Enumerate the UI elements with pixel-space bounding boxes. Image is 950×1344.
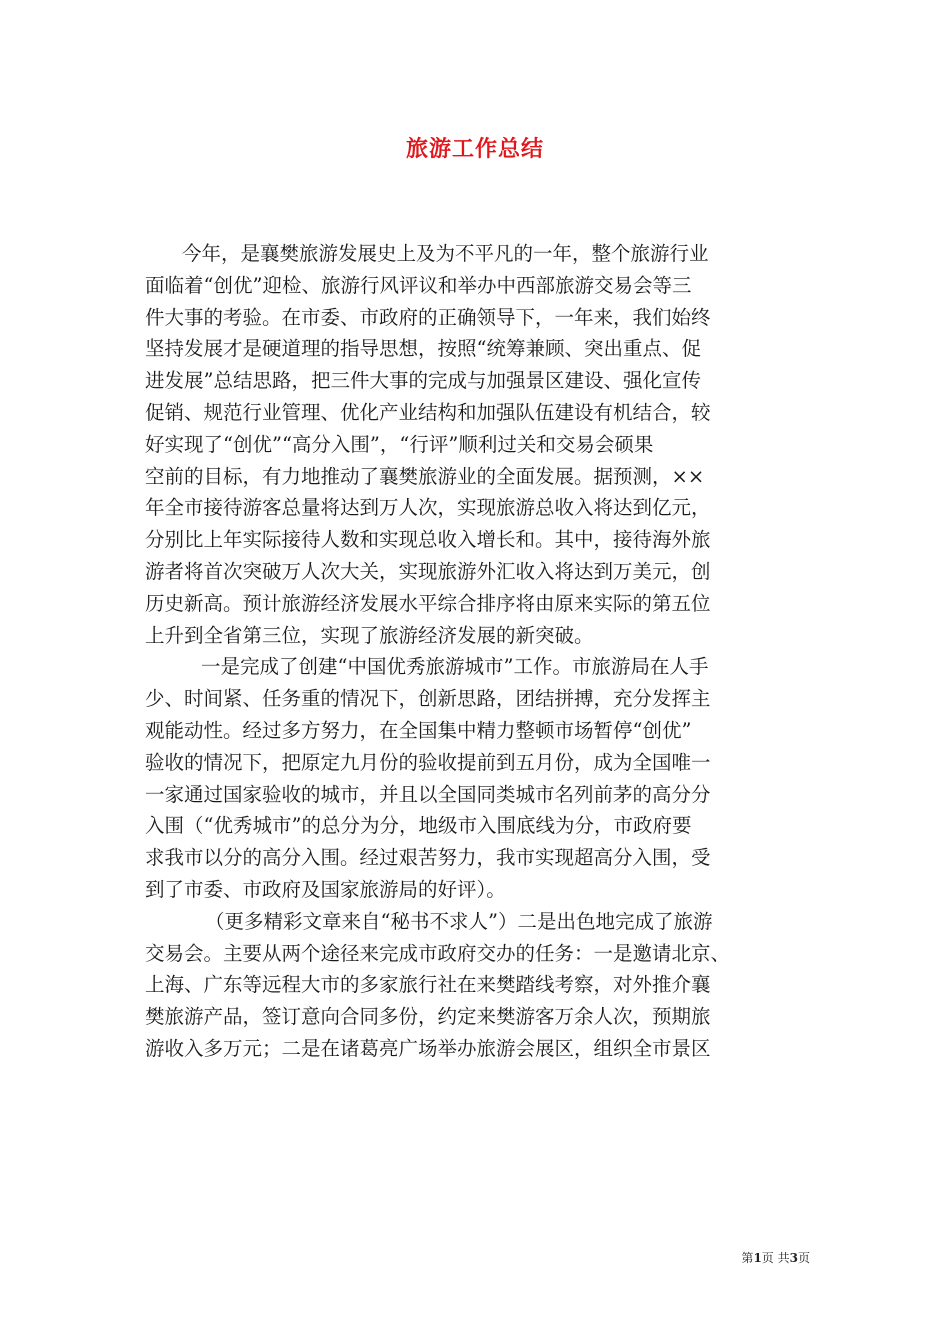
page-footer [741, 1250, 810, 1266]
text-line: 少、时间紧、任务重的情况下，创新思路，团结拼搏，充分发挥主 [145, 687, 711, 711]
text-line: 到了市委、市政府及国家旅游局的好评）。 [145, 877, 506, 901]
text-line: 观能动性。经过多方努力，在全国集中精力整顿市场暂停“创优” [145, 718, 692, 742]
text-line: 上海、广东等远程大市的多家旅行社在来樊踏线考察，对外推介襄 [145, 973, 711, 997]
text-line: 入围（“优秀城市”的总分为分，地级市入围底线为分，市政府要 [145, 814, 692, 838]
footer-suffix: 页 [797, 1251, 810, 1265]
text-line: 历史新高。预计旅游经济发展水平综合排序将由原来实际的第五位 [145, 591, 711, 615]
text-line: 上升到全省第三位，实现了旅游经济发展的新突破。 [145, 623, 594, 647]
text-line: 进发展”总结思路，把三件大事的完成与加强景区建设、强化宣传 [145, 369, 701, 393]
text-line: 游收入多万元；二是在诸葛亮广场举办旅游会展区，组织全市景区 [145, 1036, 711, 1060]
text-line: 一家通过国家验收的城市，并且以全国同类城市名列前茅的高分分 [145, 782, 711, 806]
text-line: 坚持发展才是硬道理的指导思想，按照“统筹兼顾、突出重点、促 [145, 337, 701, 361]
footer-total-pages: 3 [789, 1251, 798, 1265]
text-line: 好实现了“创优”“高分入围”，“行评”顺利过关和交易会硕果 [145, 432, 654, 456]
text-line: 交易会。主要从两个途径来完成市政府交办的任务：一是邀请北京、 [145, 941, 731, 965]
text-line: 促销、规范行业管理、优化产业结构和加强队伍建设有机结合，较 [145, 400, 711, 424]
text-line: 求我市以分的高分入围。经过艰苦努力，我市实现超高分入围，受 [145, 846, 711, 870]
text-line: 一是完成了创建“中国优秀旅游城市”工作。市旅游局在人手 [201, 655, 709, 679]
text-line: 年全市接待游客总量将达到万人次，实现旅游总收入将达到亿元， [145, 496, 711, 520]
footer-middle: 页 共 [761, 1251, 790, 1265]
text-line: 分别比上年实际接待人数和实现总收入增长和。其中，接待海外旅 [145, 528, 711, 552]
text-line: 面临着“创优”迎检、旅游行风评议和举办中西部旅游交易会等三 [145, 273, 692, 297]
footer-prefix: 第 [741, 1251, 754, 1265]
footer-current-page: 1 [753, 1251, 762, 1265]
text-line: （更多精彩文章来自“秘书不求人”）二是出色地完成了旅游 [205, 909, 713, 933]
text-line: 验收的情况下，把原定九月份的验收提前到五月份，成为全国唯一 [145, 750, 711, 774]
text-line: 件大事的考验。在市委、市政府的正确领导下，一年来，我们始终 [145, 305, 711, 329]
document-body [145, 238, 810, 1065]
text-line: 游者将首次突破万人次大关，实现旅游外汇收入将达到万美元，创 [145, 559, 711, 583]
page-title: 旅游工作总结 [405, 136, 544, 162]
text-line: 空前的目标，有力地推动了襄樊旅游业的全面发展。据预测，×× [145, 464, 705, 488]
text-line: 今年，是襄樊旅游发展史上及为不平凡的一年，整个旅游行业 [182, 242, 709, 265]
text-line: 樊旅游产品，签订意向合同多份，约定来樊游客万余人次，预期旅 [145, 1005, 711, 1029]
